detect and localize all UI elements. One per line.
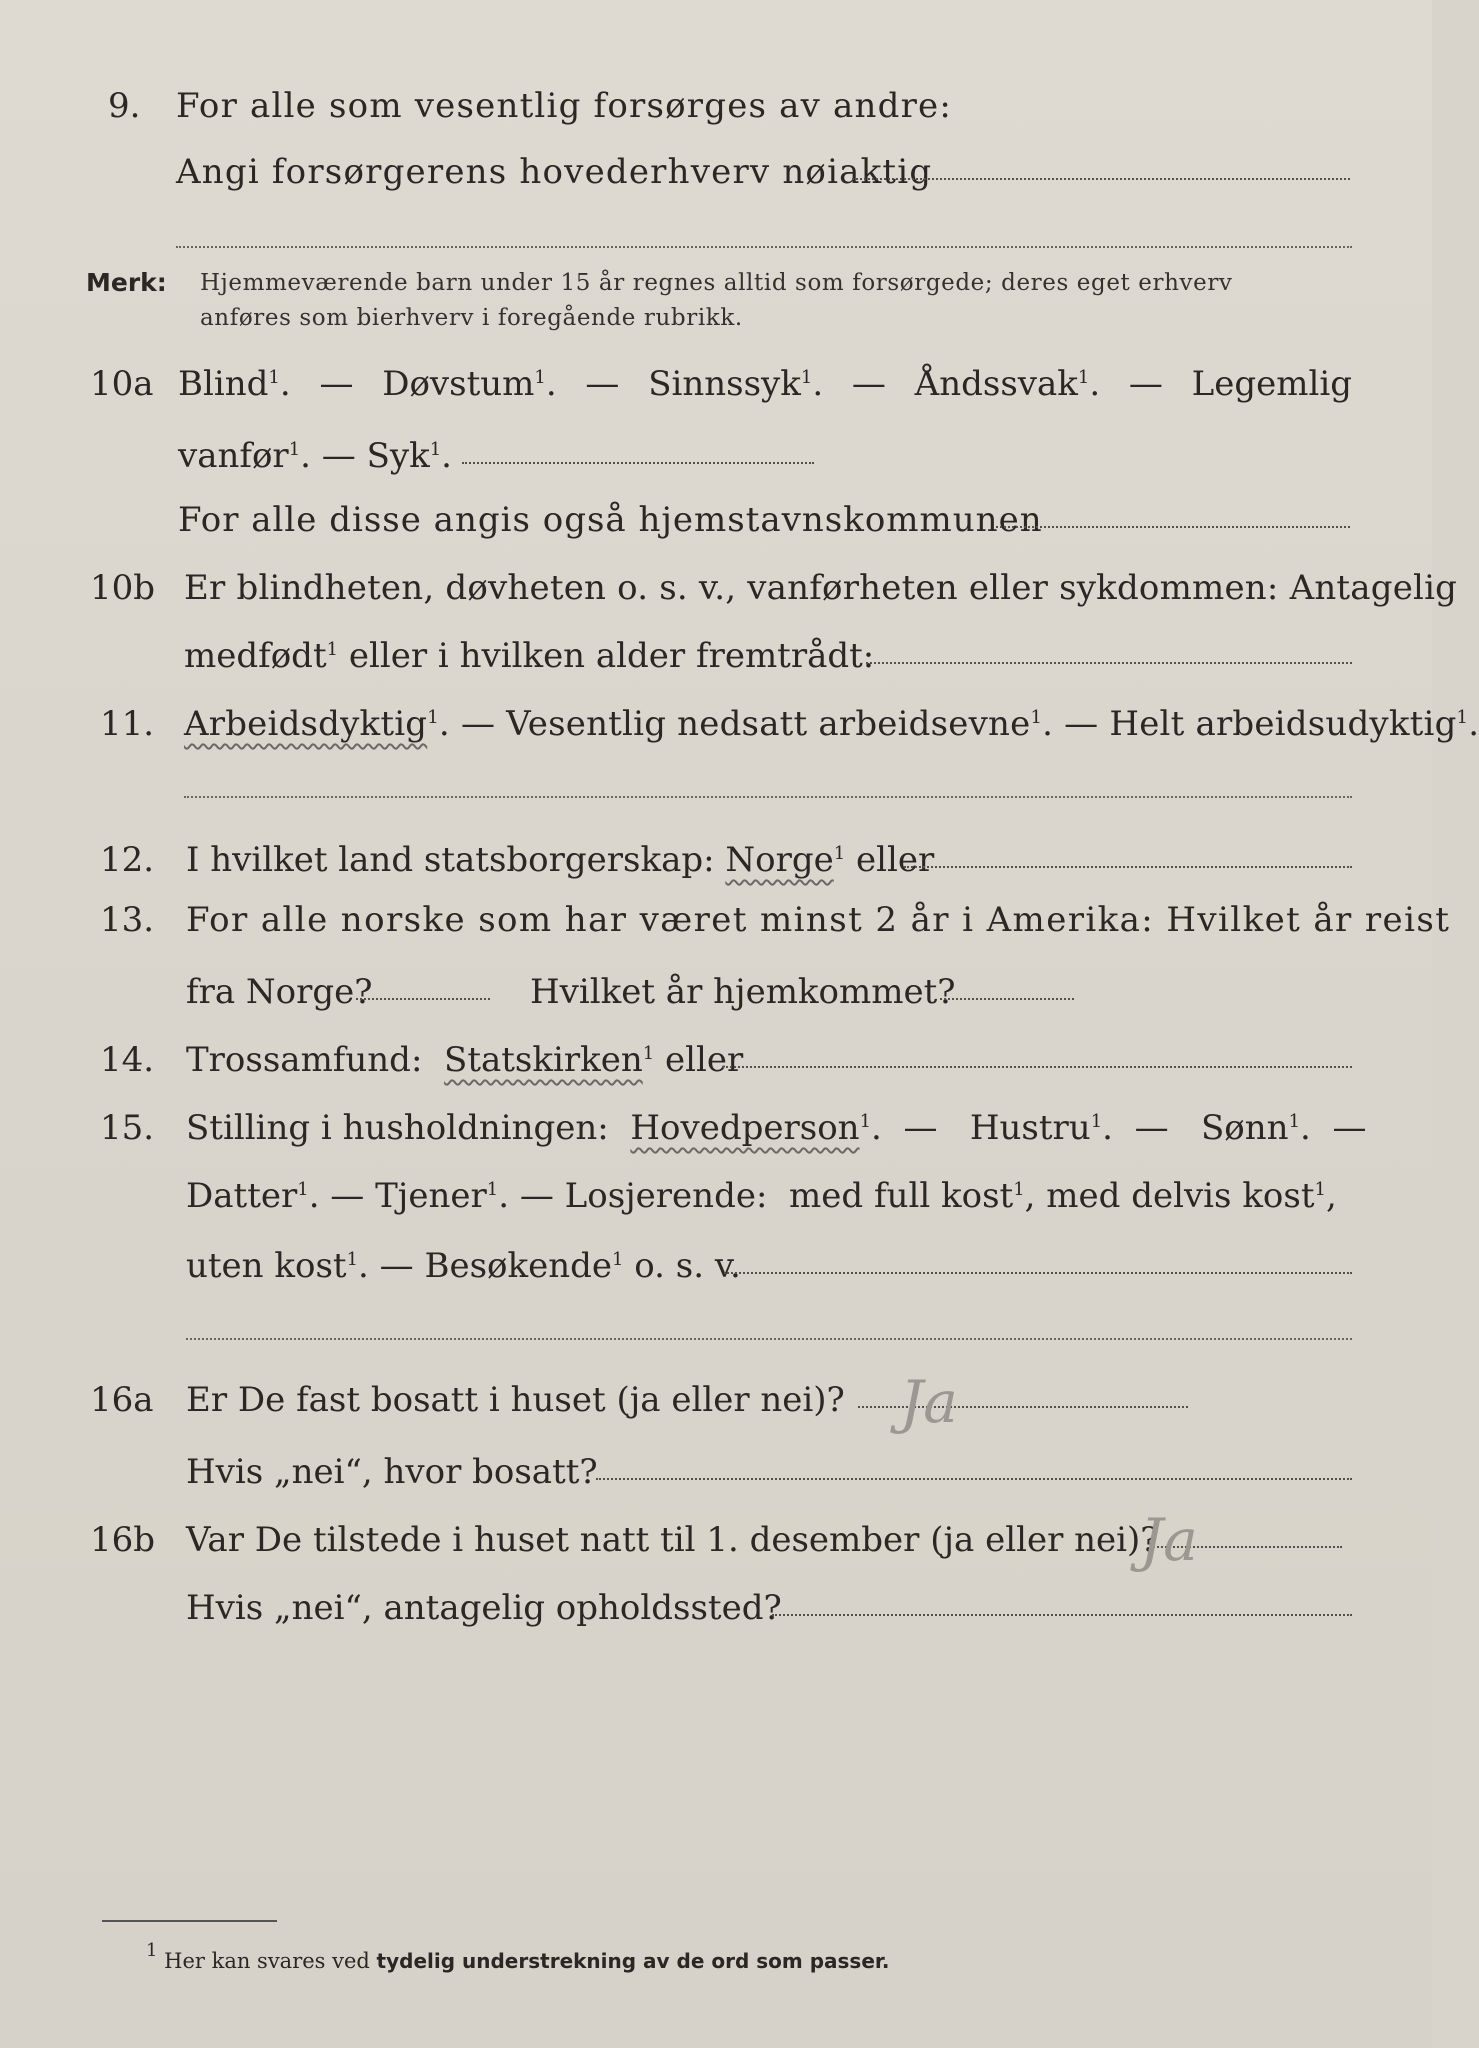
q12-answer-line[interactable] <box>904 866 1352 868</box>
option-arbeidsudyktig[interactable]: Helt arbeidsudyktig$^1$. <box>1109 704 1479 744</box>
q15-row2: Datter$^1$. — Tjener$^1$. — Losjerende: med full kost$^1$, med delvis kost$^1$, <box>186 1176 1337 1216</box>
q14-row: Trossamfund: Statskirken$^1$ eller <box>186 1040 744 1080</box>
option-uten-kost[interactable]: uten kost$^1$. <box>186 1246 369 1286</box>
option-full-kost[interactable]: med full kost$^1$, <box>789 1176 1036 1216</box>
q14-eller: eller <box>664 1040 744 1080</box>
q10b-number: 10b <box>90 568 156 608</box>
q16a-question: Er De fast bosatt i huset (ja eller nei)? <box>186 1380 845 1420</box>
option-sonn[interactable]: Sønn$^1$. <box>1201 1108 1311 1148</box>
q9-question: For alle som vesentlig forsørges av andre: <box>176 86 953 126</box>
merk-note-line2: anføres som bierhverv i foregående rubrikk. <box>200 305 743 331</box>
dash: — <box>1128 364 1163 404</box>
dash: — <box>851 364 886 404</box>
option-norge[interactable]: Norge <box>725 840 834 880</box>
q10a-options-row <box>178 364 1352 404</box>
q9-answer-line[interactable] <box>852 178 1350 180</box>
q13-reist-label: fra Norge? <box>186 972 373 1012</box>
footnote-mark: 1 <box>146 1940 158 1961</box>
option-tjener[interactable]: Tjener$^1$. <box>375 1176 510 1216</box>
footnote-bold-text: tydelig understrekning av de ord som passer. <box>376 1949 890 1973</box>
q16b-question: Var De tilstede i huset natt til 1. desember (ja eller nei)? <box>186 1520 1159 1560</box>
q10b-answer-line[interactable] <box>866 662 1352 664</box>
option-sinnssyk[interactable]: Sinnssyk$^1$. <box>648 364 824 404</box>
q14-number: 14. <box>100 1040 155 1080</box>
q9-instruction: Angi forsørgerens hovederhverv nøiaktig <box>176 152 933 192</box>
q11-answer-line[interactable] <box>184 796 1352 798</box>
q15-answer-line-2[interactable] <box>186 1338 1352 1340</box>
merk-label: Merk: <box>86 268 167 297</box>
q12-row: I hvilket land statsborgerskap: Norge$^1$ eller <box>186 840 935 880</box>
dash: — <box>460 704 496 744</box>
option-arbeidsdyktig[interactable]: Arbeidsdyktig <box>184 704 428 744</box>
q16a-handwritten-answer[interactable]: Ja <box>900 1368 958 1436</box>
q12-eller: eller <box>856 840 935 880</box>
option-nedsatt-arbeidsevne[interactable]: Vesentlig nedsatt arbeidsevne$^1$. <box>506 704 1054 744</box>
q9-number: 9. <box>108 86 141 126</box>
option-hustru[interactable]: Hustru$^1$. <box>969 1108 1113 1148</box>
q13-question: For alle norske som har været minst 2 år i Amerika: Hvilket år reist <box>186 900 1451 940</box>
q15-losjerende-label: Losjerende: <box>564 1176 768 1216</box>
option-blind[interactable]: Blind$^1$. <box>178 364 291 404</box>
q15-question: Stilling i husholdningen: <box>186 1108 609 1148</box>
dash: — <box>319 364 354 404</box>
q9-answer-line-2[interactable] <box>176 246 1352 248</box>
footnote <box>146 1940 890 1974</box>
q16a-number: 16a <box>90 1380 154 1420</box>
footnote-text: Her kan svares ved <box>164 1949 370 1973</box>
q16a-followup-answer-line[interactable] <box>596 1478 1352 1480</box>
option-besokende[interactable]: Besøkende$^1$ <box>424 1246 624 1286</box>
q11-options-row: Arbeidsdyktig$^1$. — Vesentlig nedsatt arbeidsevne$^1$. — Helt arbeidsudyktig$^1$. <box>184 704 1479 744</box>
option-dovstum[interactable]: Døvstum$^1$. <box>382 364 557 404</box>
option-statskirken[interactable]: Statskirken <box>444 1040 643 1080</box>
dash: — <box>1064 704 1099 744</box>
q15-number: 15. <box>100 1108 155 1148</box>
q13-reist-answer-line[interactable] <box>356 998 490 1000</box>
q13-number: 13. <box>100 900 155 940</box>
q15-row3: uten kost$^1$. — Besøkende$^1$ o. s. v. <box>186 1246 741 1286</box>
q10a-hjemstavn-answer-line[interactable] <box>996 526 1350 528</box>
merk-note-line1: Hjemmeværende barn under 15 år regnes alltid som forsørgede; deres eget erhverv <box>200 270 1233 296</box>
q16b-number: 16b <box>90 1520 156 1560</box>
option-medfodt[interactable]: medfødt$^1$ <box>184 636 339 676</box>
option-datter[interactable]: Datter$^1$. <box>186 1176 320 1216</box>
q12-number: 12. <box>100 840 155 880</box>
q14-question: Trossamfund: <box>186 1040 423 1080</box>
q13-hjemkommet-label: Hvilket år hjemkommet? <box>530 972 956 1012</box>
option-legemlig[interactable]: Legemlig <box>1191 364 1352 404</box>
q15-osv: o. s. v. <box>634 1246 741 1286</box>
q15-answer-line[interactable] <box>724 1272 1352 1274</box>
footnote-rule <box>102 1920 277 1922</box>
option-syk[interactable]: Syk$^1$. <box>366 436 452 476</box>
q13-hjemkommet-answer-line[interactable] <box>940 998 1074 1000</box>
option-vanfor[interactable]: vanfør$^1$. <box>178 436 311 476</box>
q10a-answer-line[interactable] <box>462 462 814 464</box>
q10b-question: Er blindheten, døvheten o. s. v., vanførheten eller sykdommen: Antagelig <box>184 568 1458 608</box>
q16b-followup-answer-line[interactable] <box>772 1614 1352 1616</box>
q10a-number: 10a <box>90 364 154 404</box>
dash: — <box>585 364 620 404</box>
dash: — <box>321 436 356 476</box>
q10b-line2 <box>184 636 874 676</box>
q16b-handwritten-answer[interactable]: Ja <box>1140 1506 1198 1574</box>
q14-answer-line[interactable] <box>722 1066 1352 1068</box>
option-delvis-kost[interactable]: med delvis kost$^1$, <box>1046 1176 1337 1216</box>
q16a-followup: Hvis „nei“, hvor bosatt? <box>186 1452 598 1492</box>
q10a-hjemstavn-question: For alle disse angis også hjemstavnskommunen <box>178 500 1043 540</box>
option-hovedperson[interactable]: Hovedperson <box>630 1108 860 1148</box>
q15-row1: Stilling i husholdningen: Hovedperson$^1$. — Hustru$^1$. — Sønn$^1$. — <box>186 1108 1367 1148</box>
option-andssvak[interactable]: Åndssvak$^1$. <box>914 364 1101 404</box>
q10a-options-row2 <box>178 436 452 476</box>
q11-number: 11. <box>100 704 155 744</box>
q16b-followup: Hvis „nei“, antagelig opholdssted? <box>186 1588 782 1628</box>
q10b-line2-text: eller i hvilken alder fremtrådt: <box>348 636 875 676</box>
q12-question: I hvilket land statsborgerskap: <box>186 840 715 880</box>
